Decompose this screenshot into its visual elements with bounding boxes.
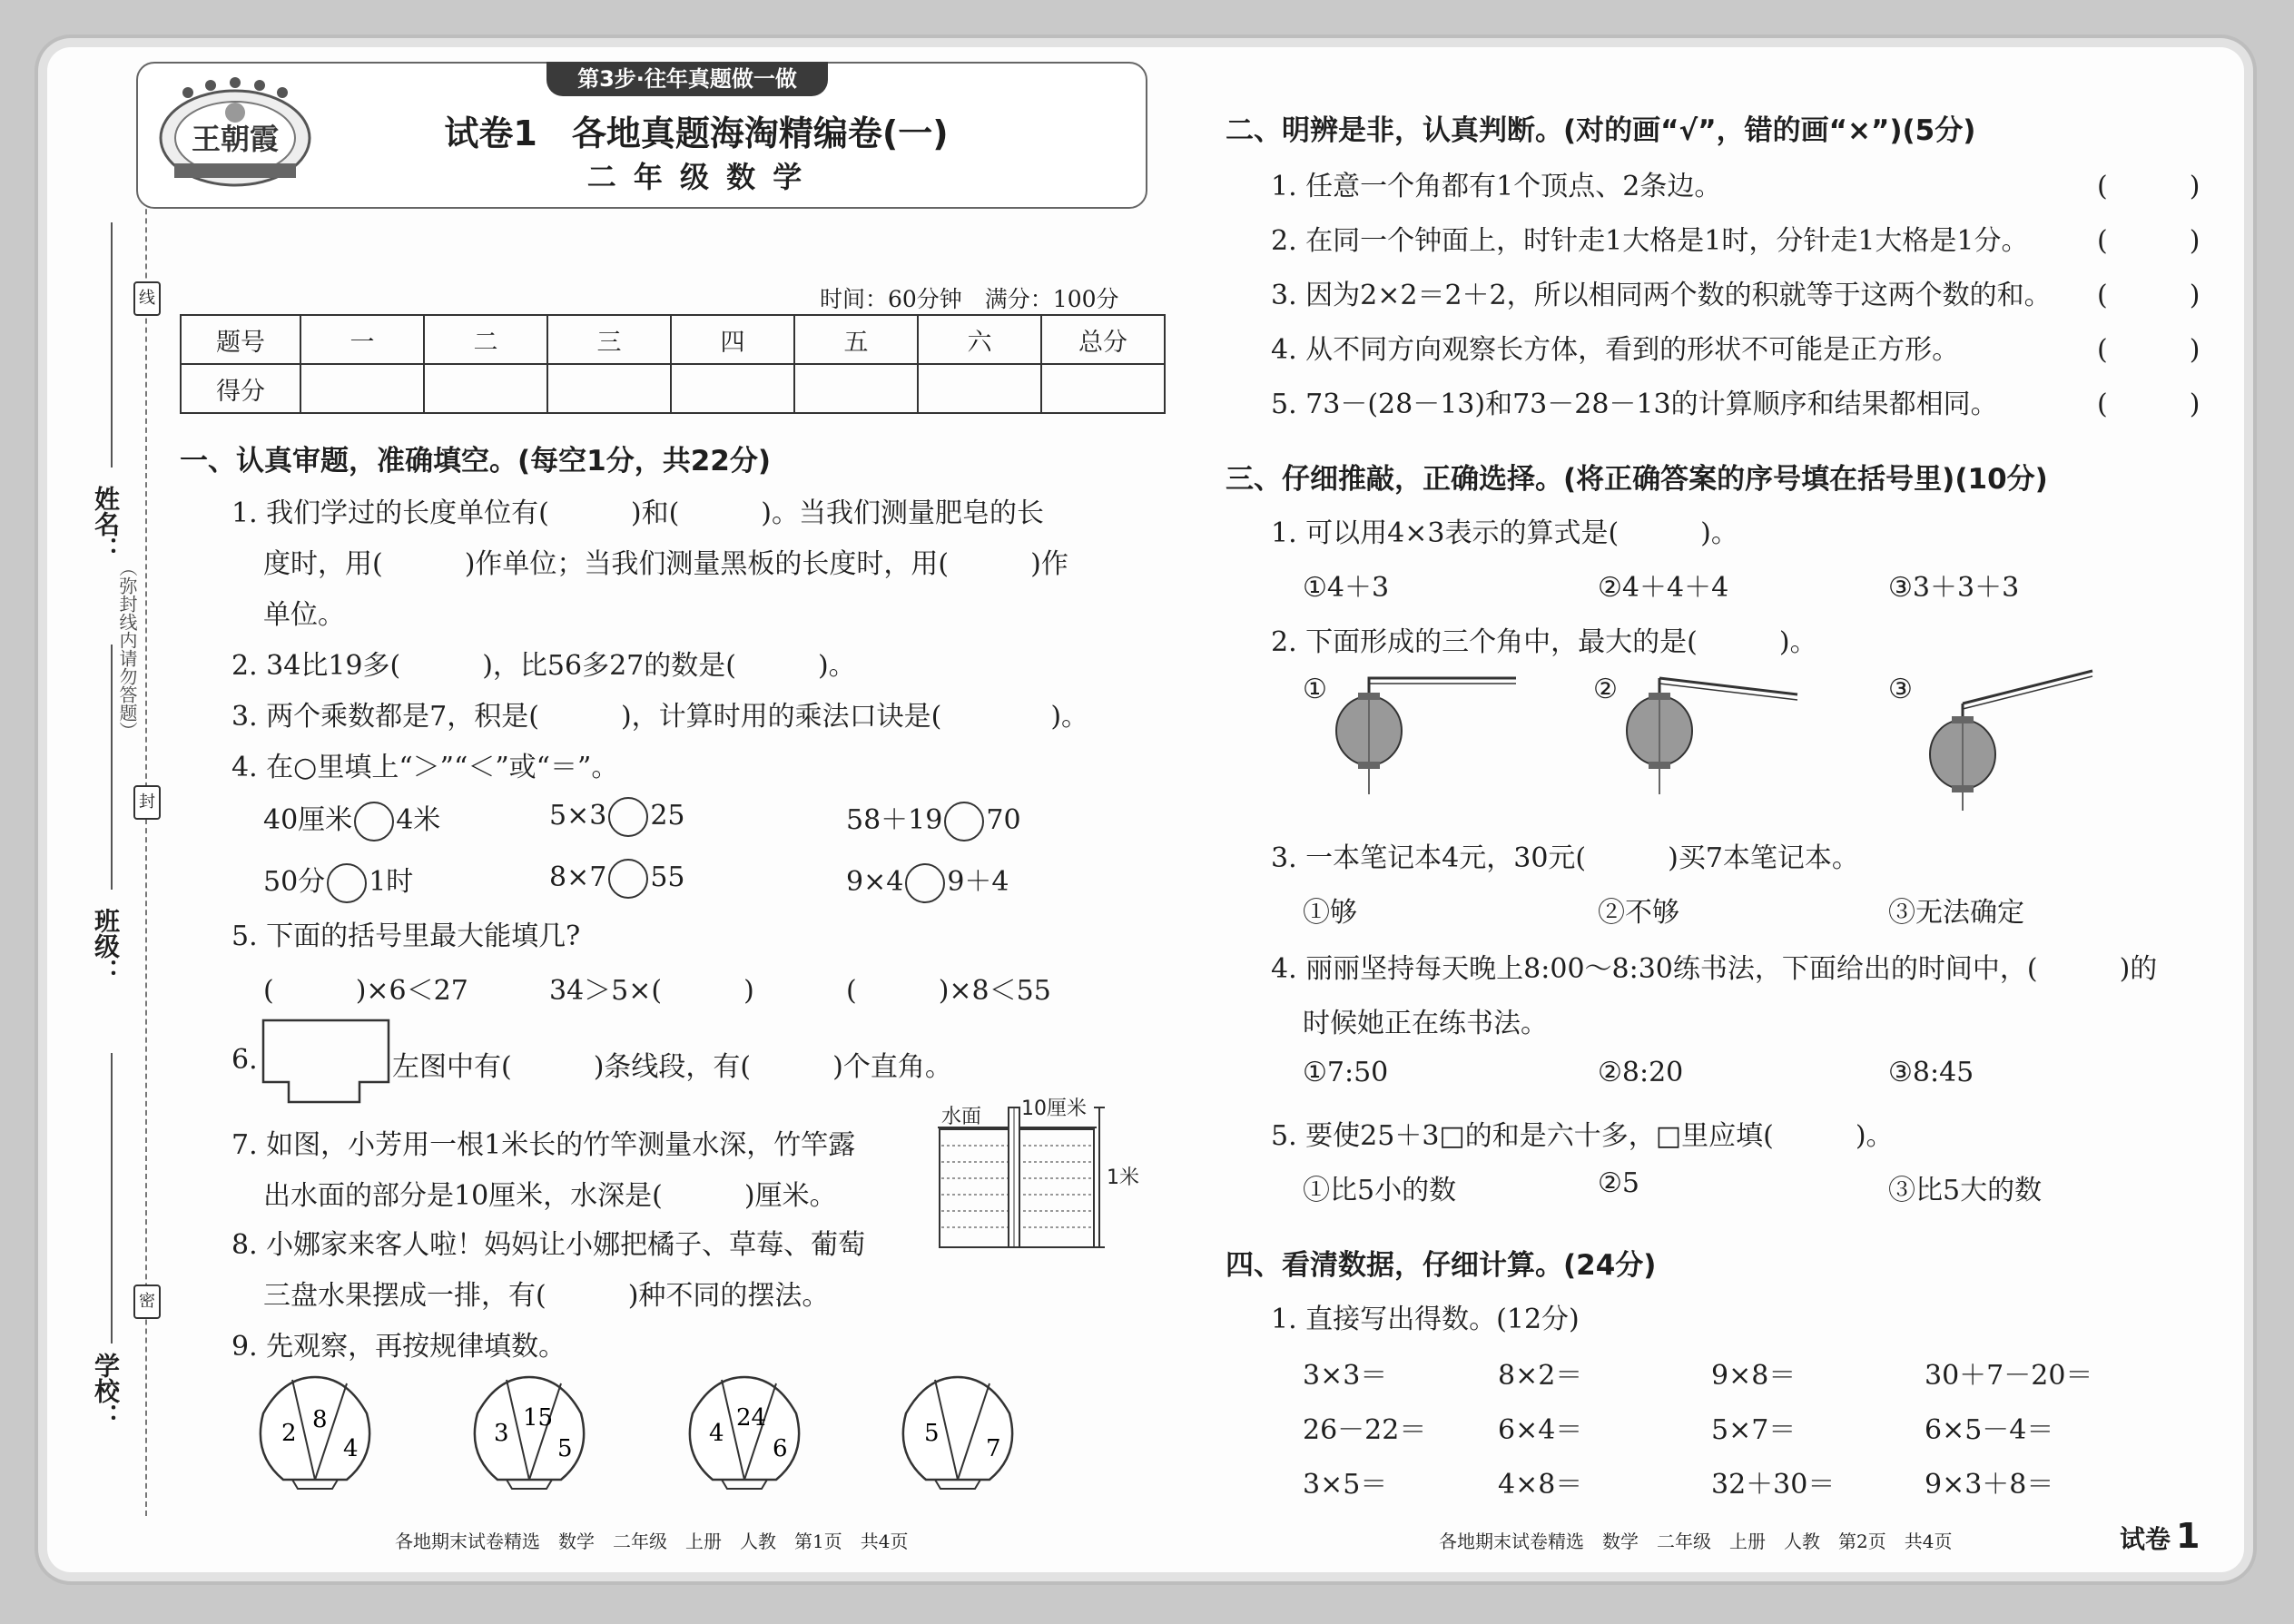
judge-paren[interactable]: ( ) (2097, 389, 2200, 420)
seal-mark-seal: 封 (133, 785, 161, 820)
choice-option: ②8:20 (1598, 1057, 1684, 1088)
calc-item: 8×2＝ (1498, 1360, 1583, 1392)
svg-text:5: 5 (924, 1420, 940, 1447)
score-header: 六 (918, 315, 1041, 364)
score-header: 四 (671, 315, 794, 364)
paper-tag: 试卷 1 (2120, 1516, 2200, 1556)
calc-q1: 1. 直接写出得数。(12分) (1271, 1304, 1580, 1335)
compare-item: 40厘米 4米 (263, 797, 440, 842)
page-title: 试卷1 各地真题海淘精编卷(一) (444, 113, 949, 153)
calc-item: 4×8＝ (1498, 1469, 1583, 1501)
compare-item: 9×4 9＋4 (846, 859, 1009, 903)
section-2-title: 二、明辨是非，认真判断。(对的画“√”，错的画“×”)(5分) (1226, 114, 1976, 147)
score-cell[interactable] (547, 364, 671, 413)
choice-q3: 3. 一本笔记本4元，30元( )买7本笔记本。 (1271, 842, 1859, 874)
choice-option: ②5 (1598, 1167, 1639, 1199)
compare-circle[interactable] (354, 802, 394, 842)
compare-item: 8×7 55 (549, 859, 685, 899)
svg-text:4: 4 (343, 1435, 359, 1462)
q7-pole-figure (938, 1089, 1156, 1257)
judge-item: 1. 任意一个角都有1个顶点、2条边。 (1271, 171, 1722, 202)
score-header: 一 (300, 315, 424, 364)
class-line (111, 645, 113, 890)
score-cell[interactable] (918, 364, 1041, 413)
choice-q4-line1: 4. 丽丽坚持每天晚上8:00～8:30练书法，下面给出的时间中，( )的 (1271, 953, 2158, 985)
svg-text:15: 15 (523, 1404, 554, 1432)
q5-item: ( )×8＜55 (846, 975, 1051, 1007)
judge-paren[interactable]: ( ) (2097, 171, 2200, 202)
q5-item: 34＞5×( ) (549, 975, 754, 1007)
score-header: 总分 (1041, 315, 1165, 364)
compare-item: 5×3 25 (549, 797, 685, 837)
calc-item: 5×7＝ (1711, 1414, 1797, 1446)
q7-line2: 出水面的部分是10厘米，水深是( )厘米。 (263, 1180, 837, 1212)
score-cell[interactable] (300, 364, 424, 413)
judge-paren[interactable]: ( ) (2097, 225, 2200, 257)
school-label: 学校： (91, 1353, 121, 1429)
footer-right: 各地期末试卷精选 数学 二年级 上册 人教 第2页 共4页 (1439, 1530, 1953, 1552)
calc-item: 6×4＝ (1498, 1414, 1583, 1446)
seal-mark-mi: 密 (133, 1284, 161, 1319)
score-header: 题号 (181, 315, 300, 364)
seal-mark-line: 线 (133, 281, 161, 316)
score-table (180, 314, 1166, 414)
page-subtitle: 二 年 级 数 学 (586, 160, 806, 194)
lantern-label: ② (1593, 674, 1618, 705)
shell-figure (685, 1373, 803, 1491)
score-row (181, 364, 1165, 413)
q7-line1: 7. 如图，小芳用一根1米长的竹竿测量水深，竹竿露 (231, 1129, 856, 1161)
choice-option: ①比5小的数 (1303, 1175, 1457, 1206)
score-cell[interactable] (424, 364, 547, 413)
q2: 2. 34比19多( )，比56多27的数是( )。 (231, 650, 856, 682)
score-header-row (181, 315, 1165, 364)
choice-q4-line2: 时候她正在练书法。 (1303, 1008, 1548, 1039)
lantern-angle-figure (1906, 667, 2106, 812)
q6-figure (261, 1019, 393, 1105)
time-score-info: 时间：60分钟 满分：100分 (820, 286, 1119, 312)
lantern-angle-figure (1325, 667, 1525, 812)
compare-circle[interactable] (905, 863, 945, 903)
choice-option: ③8:45 (1888, 1057, 1974, 1088)
judge-item: 2. 在同一个钟面上，时针走1大格是1时，分针走1大格是1分。 (1271, 225, 2029, 257)
lantern-label: ① (1303, 674, 1327, 705)
svg-text:7: 7 (986, 1435, 1001, 1462)
calc-item: 9×3＋8＝ (1925, 1469, 2054, 1501)
section-3-title: 三、仔细推敲，正确选择。(将正确答案的序号填在括号里)(10分) (1226, 463, 2048, 496)
step-badge: 第3步·往年真题做一做 (546, 62, 828, 96)
school-line (111, 1053, 113, 1343)
calc-item: 32＋30＝ (1711, 1469, 1836, 1501)
section-1-title: 一、认真审题，准确填空。(每空1分，共22分) (180, 445, 772, 477)
compare-circle[interactable] (608, 797, 648, 837)
compare-circle[interactable] (944, 802, 984, 842)
q7-m-label: 1米 (1107, 1166, 1139, 1189)
svg-text:5: 5 (557, 1435, 573, 1462)
judge-item: 4. 从不同方向观察长方体，看到的形状不可能是正方形。 (1271, 334, 1960, 366)
svg-text:6: 6 (773, 1435, 788, 1462)
shell-figure (470, 1373, 588, 1491)
svg-text:8: 8 (312, 1406, 328, 1433)
choice-option: ①4＋3 (1303, 572, 1390, 604)
q1-line3: 单位。 (263, 599, 345, 631)
choice-option: ②不够 (1598, 897, 1679, 929)
svg-text:2: 2 (281, 1420, 297, 1447)
choice-option: ①7:50 (1303, 1057, 1389, 1088)
q3: 3. 两个乘数都是7，积是( )，计算时用的乘法口诀是( )。 (231, 701, 1089, 733)
lantern-angle-figure (1616, 667, 1816, 812)
choice-option: ③无法确定 (1888, 897, 2024, 929)
svg-text:24: 24 (736, 1404, 767, 1432)
score-cell[interactable] (794, 364, 918, 413)
svg-text:王朝霞: 王朝霞 (191, 122, 280, 156)
choice-option: ①够 (1303, 897, 1357, 929)
judge-item: 3. 因为2×2＝2＋2，所以相同两个数的积就等于这两个数的和。 (1271, 280, 2052, 311)
calc-item: 3×3＝ (1303, 1360, 1388, 1392)
q9: 9. 先观察，再按规律填数。 (231, 1331, 566, 1363)
choice-q2: 2. 下面形成的三个角中，最大的是( )。 (1271, 626, 1817, 658)
calc-item: 3×5＝ (1303, 1469, 1388, 1501)
q7-water-label: 水面 (941, 1106, 982, 1128)
calc-item: 30＋7－20＝ (1925, 1360, 2093, 1392)
q8-line1: 8. 小娜家来客人啦！妈妈让小娜把橘子、草莓、葡萄 (231, 1229, 866, 1261)
compare-item: 58＋19 70 (846, 797, 1021, 842)
choice-option: ③比5大的数 (1888, 1175, 2043, 1206)
q5-item: ( )×6＜27 (263, 975, 468, 1007)
header-box (136, 62, 1147, 209)
judge-paren[interactable]: ( ) (2097, 280, 2200, 311)
q6: 左图中有( )条线段，有( )个直角。 (392, 1051, 952, 1083)
q6-number: 6. (231, 1044, 258, 1076)
judge-paren[interactable]: ( ) (2097, 334, 2200, 366)
compare-circle[interactable] (327, 863, 367, 903)
judge-item: 5. 73－(28－13)和73－28－13的计算顺序和结果都相同。 (1271, 389, 1998, 420)
q5: 5. 下面的括号里最大能填几? (231, 920, 581, 952)
calc-item: 26－22＝ (1303, 1414, 1427, 1446)
q1-line1: 1. 我们学过的长度单位有( )和( )。当我们测量肥皂的长 (231, 497, 1044, 529)
score-cell[interactable] (1041, 364, 1165, 413)
score-header: 二 (424, 315, 547, 364)
q8-line2: 三盘水果摆成一排，有( )种不同的摆法。 (263, 1280, 830, 1312)
footer-left: 各地期末试卷精选 数学 二年级 上册 人教 第1页 共4页 (395, 1530, 909, 1552)
score-header: 三 (547, 315, 671, 364)
svg-text:3: 3 (494, 1420, 509, 1447)
choice-q1: 1. 可以用4×3表示的算式是( )。 (1271, 517, 1738, 549)
name-line (111, 222, 113, 468)
q7-cm-label: 10厘米 (1021, 1097, 1087, 1120)
class-label: 班级： (91, 908, 121, 984)
shell-figure (899, 1373, 1017, 1491)
lantern-label: ③ (1888, 674, 1913, 705)
svg-text:4: 4 (709, 1420, 724, 1447)
score-header: 五 (794, 315, 918, 364)
name-label: 姓名： (91, 486, 121, 562)
q4: 4. 在○里填上“＞”“＜”或“＝”。 (231, 752, 619, 783)
score-row-label: 得分 (181, 364, 300, 413)
choice-option: ②4＋4＋4 (1598, 572, 1729, 604)
calc-item: 6×5－4＝ (1925, 1414, 2054, 1446)
seal-note: （弥封线内请勿答题） (116, 558, 138, 740)
shell-figure (256, 1373, 374, 1491)
calc-item: 9×8＝ (1711, 1360, 1797, 1392)
compare-item: 50分 1时 (263, 859, 413, 903)
score-cell[interactable] (671, 364, 794, 413)
section-4-title: 四、看清数据，仔细计算。(24分) (1226, 1249, 1657, 1282)
choice-q5: 5. 要使25＋3□的和是六十多，□里应填( )。 (1271, 1120, 1894, 1152)
q1-line2: 度时，用( )作单位；当我们测量黑板的长度时，用( )作 (263, 548, 1068, 580)
compare-circle[interactable] (608, 859, 648, 899)
choice-option: ③3＋3＋3 (1888, 572, 2020, 604)
brand-logo (156, 76, 315, 194)
